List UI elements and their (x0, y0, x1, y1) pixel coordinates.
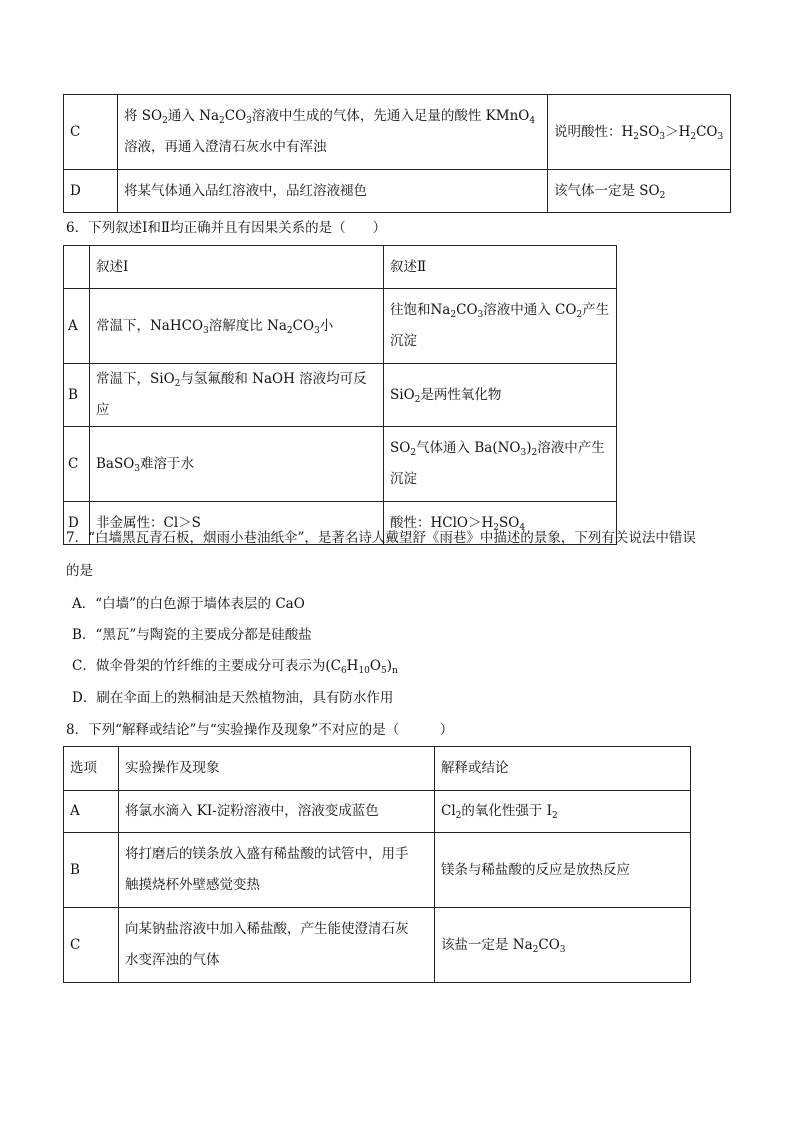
table-row (64, 908, 691, 983)
row-label: C (64, 427, 90, 502)
statement-1-cell: 非金属性：Cl＞S (90, 502, 384, 545)
row-label: B (64, 364, 90, 427)
operation-cell: 将氯水滴入 KI-淀粉溶液中，溶液变成蓝色 (119, 791, 435, 833)
conclusion-cell: $Cl_2$的氧化性强于 $I_2$ (435, 791, 691, 833)
statement-1-cell: BaSO$_3$难溶于水 (90, 427, 384, 502)
q5-table (63, 94, 731, 213)
table-header-row (64, 747, 691, 791)
table-row (64, 427, 617, 502)
statement-1-cell: 常温下，NaHCO$_3$溶解度比 $Na_2CO_3$小 (90, 289, 384, 364)
table-row (64, 289, 617, 364)
table-row (64, 364, 617, 427)
q7-stem-line-2: 的是 (66, 563, 93, 579)
q7-stem-line-1: 7．“白墙黑瓦青石板，烟雨小巷油纸伞”，是著名诗人戴望舒《雨巷》中描述的景象，下列有关说法中错误 (66, 530, 696, 546)
q7-option-b: B．“黑瓦”与陶瓷的主要成分都是硅酸盐 (72, 627, 312, 643)
statement-2-cell: $SO_2$气体通入 $Ba(NO_3)_2$溶液中产生 沉淀 (384, 427, 617, 502)
table-row (64, 170, 731, 213)
row-label: A (64, 289, 90, 364)
header-cell (64, 246, 90, 289)
header-cell: 选项 (64, 747, 119, 791)
q6-stem: 6．下列叙述Ⅰ和Ⅱ均正确并且有因果关系的是（ ） (66, 220, 387, 236)
conclusion-cell: 该盐一定是 $Na_2CO_3$ (435, 908, 691, 983)
q6-table (63, 245, 617, 545)
header-cell: 实验操作及现象 (119, 747, 435, 791)
conclusion-cell: 说明酸性：$H_2SO_3>H_2CO_3$ (548, 95, 731, 170)
statement-1-cell: 常温下，SiO$_2$与氢氟酸和 NaOH 溶液均可反应 (90, 364, 384, 427)
row-label: D (64, 502, 90, 545)
row-label: B (64, 833, 119, 908)
row-label: A (64, 791, 119, 833)
q7-option-a: A．“白墙”的白色源于墙体表层的 CaO (72, 596, 305, 612)
table-row (64, 791, 691, 833)
table-header-row (64, 246, 617, 289)
q8-table (63, 746, 691, 983)
q7-option-c: C．做伞骨架的竹纤维的主要成分可表示为$(C_6H_{10}O_5)_n$ (72, 658, 398, 676)
q7-option-d: D．刷在伞面上的熟桐油是天然植物油，具有防水作用 (72, 690, 394, 706)
operation-cell: 向某钠盐溶液中加入稀盐酸，产生能使澄清石灰 水变浑浊的气体 (119, 908, 435, 983)
row-label: D (64, 170, 118, 213)
conclusion-cell: 镁条与稀盐酸的反应是放热反应 (435, 833, 691, 908)
conclusion-cell: 该气体一定是 $SO_2$ (548, 170, 731, 213)
q8-stem: 8．下列“解释或结论”与“实验操作及现象”不对应的是（ ） (66, 722, 454, 738)
statement-2-cell: 酸性：$HClO>H_2SO_4$ (384, 502, 617, 545)
operation-cell: 将 $SO_2$通入 $Na_2CO_3$溶液中生成的气体，先通入足量的酸性 KMnO$_4$ 溶液，再通入澄清石灰水中有浑浊 (118, 95, 548, 170)
header-cell: 叙述Ⅱ (384, 246, 617, 289)
row-label: C (64, 95, 118, 170)
header-cell: 解释或结论 (435, 747, 691, 791)
statement-2-cell: SiO$_2$是两性氧化物 (384, 364, 617, 427)
header-cell: 叙述Ⅰ (90, 246, 384, 289)
table-row (64, 95, 731, 170)
table-row (64, 833, 691, 908)
operation-cell: 将打磨后的镁条放入盛有稀盐酸的试管中，用手 触摸烧杯外壁感觉变热 (119, 833, 435, 908)
statement-2-cell: 往饱和$Na_2CO_3$溶液中通入 $CO_2$产生 沉淀 (384, 289, 617, 364)
row-label: C (64, 908, 119, 983)
operation-cell: 将某气体通入品红溶液中，品红溶液褪色 (118, 170, 548, 213)
